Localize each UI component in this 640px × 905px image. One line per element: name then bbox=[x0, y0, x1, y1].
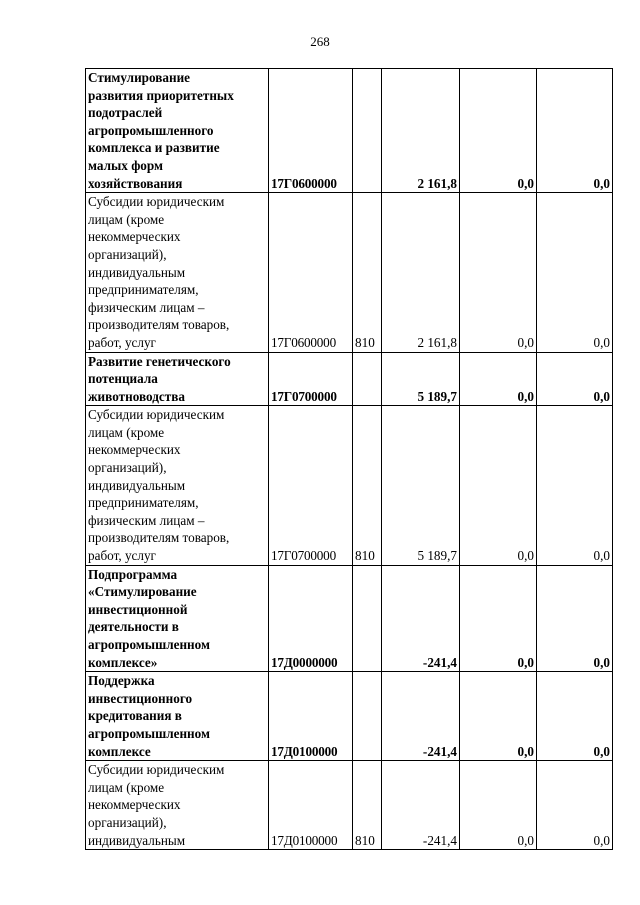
row-name-line: Стимулирование bbox=[88, 70, 191, 85]
table-row bbox=[86, 761, 613, 850]
table-row bbox=[86, 406, 613, 565]
row-name bbox=[86, 352, 269, 406]
row-expense-type bbox=[353, 352, 382, 406]
row-name bbox=[86, 69, 269, 193]
table-row bbox=[86, 69, 613, 193]
row-name bbox=[86, 565, 269, 672]
row-code: 17Г0600000 bbox=[269, 69, 353, 193]
row-expense-type bbox=[353, 69, 382, 193]
row-name-line: развития приоритетных bbox=[88, 87, 234, 103]
row-expense-type bbox=[353, 672, 382, 761]
row-name-line: агропромышленном bbox=[88, 637, 210, 652]
row-name-line: агропромышленного bbox=[88, 122, 214, 138]
table-row bbox=[86, 565, 613, 672]
row-expense-type bbox=[353, 565, 382, 672]
row-name-line: организаций), bbox=[88, 246, 167, 262]
table-row bbox=[86, 352, 613, 406]
row-name-line: инвестиционного bbox=[88, 690, 193, 706]
row-expense-type: 810 bbox=[353, 193, 382, 352]
row-name-line: потенциала bbox=[88, 371, 158, 387]
row-code: 17Г0700000 bbox=[269, 406, 353, 565]
row-amount-2: 0,0 bbox=[460, 406, 537, 565]
row-name-line: производителям товаров, bbox=[88, 530, 230, 546]
row-name-line: комплексе bbox=[88, 743, 151, 759]
row-name bbox=[86, 406, 269, 565]
row-amount-3: 0,0 bbox=[537, 193, 613, 352]
row-name-line: предпринимателям, bbox=[88, 282, 199, 298]
row-name-line: кредитования в bbox=[88, 708, 182, 724]
row-amount-2: 0,0 bbox=[460, 761, 537, 850]
row-name-line: лицам (кроме bbox=[88, 211, 165, 227]
row-name-line: деятельности в bbox=[88, 619, 179, 635]
row-amount-2: 0,0 bbox=[460, 565, 537, 672]
table-row bbox=[86, 672, 613, 761]
row-name-line: агропромышленном bbox=[88, 725, 210, 741]
row-code: 17Д0100000 bbox=[269, 761, 353, 850]
row-amount-3: 0,0 bbox=[537, 406, 613, 565]
row-amount-3: 0,0 bbox=[537, 672, 613, 761]
row-amount-1: -241,4 bbox=[382, 761, 460, 850]
row-name-line: Подпрограмма bbox=[88, 566, 178, 582]
row-name-line: организаций), bbox=[88, 814, 167, 830]
row-amount-2: 0,0 bbox=[460, 672, 537, 761]
row-code: 17Г0600000 bbox=[269, 193, 353, 352]
row-name-line: физическим лицам – bbox=[88, 299, 205, 315]
row-name-line: лицам (кроме bbox=[88, 779, 165, 795]
row-name bbox=[86, 672, 269, 761]
table-row bbox=[86, 193, 613, 352]
row-expense-type: 810 bbox=[353, 761, 382, 850]
row-name-line: «Стимулирование bbox=[88, 584, 197, 600]
row-name-line: малых форм bbox=[88, 157, 164, 173]
row-name-line: предпринимателям, bbox=[88, 495, 199, 511]
row-name-line: индивидуальным bbox=[88, 832, 186, 848]
row-code: 17Д0000000 bbox=[269, 565, 353, 672]
row-name-line: Субсидии юридическим bbox=[88, 194, 225, 210]
row-code: 17Г0700000 bbox=[269, 352, 353, 406]
row-code: 17Д0100000 bbox=[269, 672, 353, 761]
row-name-line: подотраслей bbox=[88, 105, 163, 121]
row-amount-2: 0,0 bbox=[460, 193, 537, 352]
row-name-line: Развитие генетического bbox=[88, 353, 231, 369]
row-name-line: комплексе» bbox=[88, 654, 158, 670]
row-amount-3: 0,0 bbox=[537, 352, 613, 406]
row-name bbox=[86, 193, 269, 352]
row-amount-1: 5 189,7 bbox=[382, 352, 460, 406]
row-name-line: организаций), bbox=[88, 460, 167, 476]
row-amount-1: 2 161,8 bbox=[382, 193, 460, 352]
row-amount-1: -241,4 bbox=[382, 672, 460, 761]
row-name-line: работ, услуг bbox=[88, 548, 156, 564]
budget-table bbox=[85, 68, 613, 850]
row-name-line: некоммерческих bbox=[88, 442, 181, 458]
page-number: 268 bbox=[310, 34, 330, 49]
row-expense-type: 810 bbox=[353, 406, 382, 565]
row-name-line: некоммерческих bbox=[88, 797, 181, 813]
row-name-line: комплекса и развитие bbox=[88, 140, 220, 156]
row-name bbox=[86, 761, 269, 850]
row-name-line: лицам (кроме bbox=[88, 424, 165, 440]
row-name-line: физическим лицам – bbox=[88, 512, 205, 528]
row-name-line: животноводства bbox=[88, 388, 185, 404]
row-amount-1: 2 161,8 bbox=[382, 69, 460, 193]
row-name-line: индивидуальным bbox=[88, 264, 186, 280]
row-amount-2: 0,0 bbox=[460, 69, 537, 193]
row-name-line: Субсидии юридическим bbox=[88, 762, 225, 778]
row-name-line: Поддержка bbox=[88, 673, 155, 689]
row-name-line: инвестиционной bbox=[88, 601, 188, 617]
row-name-line: индивидуальным bbox=[88, 477, 186, 493]
row-name-line: некоммерческих bbox=[88, 229, 181, 245]
row-amount-2: 0,0 bbox=[460, 352, 537, 406]
row-name-line: хозяйствования bbox=[88, 175, 183, 191]
row-amount-3: 0,0 bbox=[537, 761, 613, 850]
row-name-line: работ, услуг bbox=[88, 334, 156, 350]
row-amount-1: -241,4 bbox=[382, 565, 460, 672]
row-amount-1: 5 189,7 bbox=[382, 406, 460, 565]
row-amount-3: 0,0 bbox=[537, 69, 613, 193]
row-name-line: производителям товаров, bbox=[88, 317, 230, 333]
row-name-line: Субсидии юридическим bbox=[88, 407, 225, 423]
row-amount-3: 0,0 bbox=[537, 565, 613, 672]
